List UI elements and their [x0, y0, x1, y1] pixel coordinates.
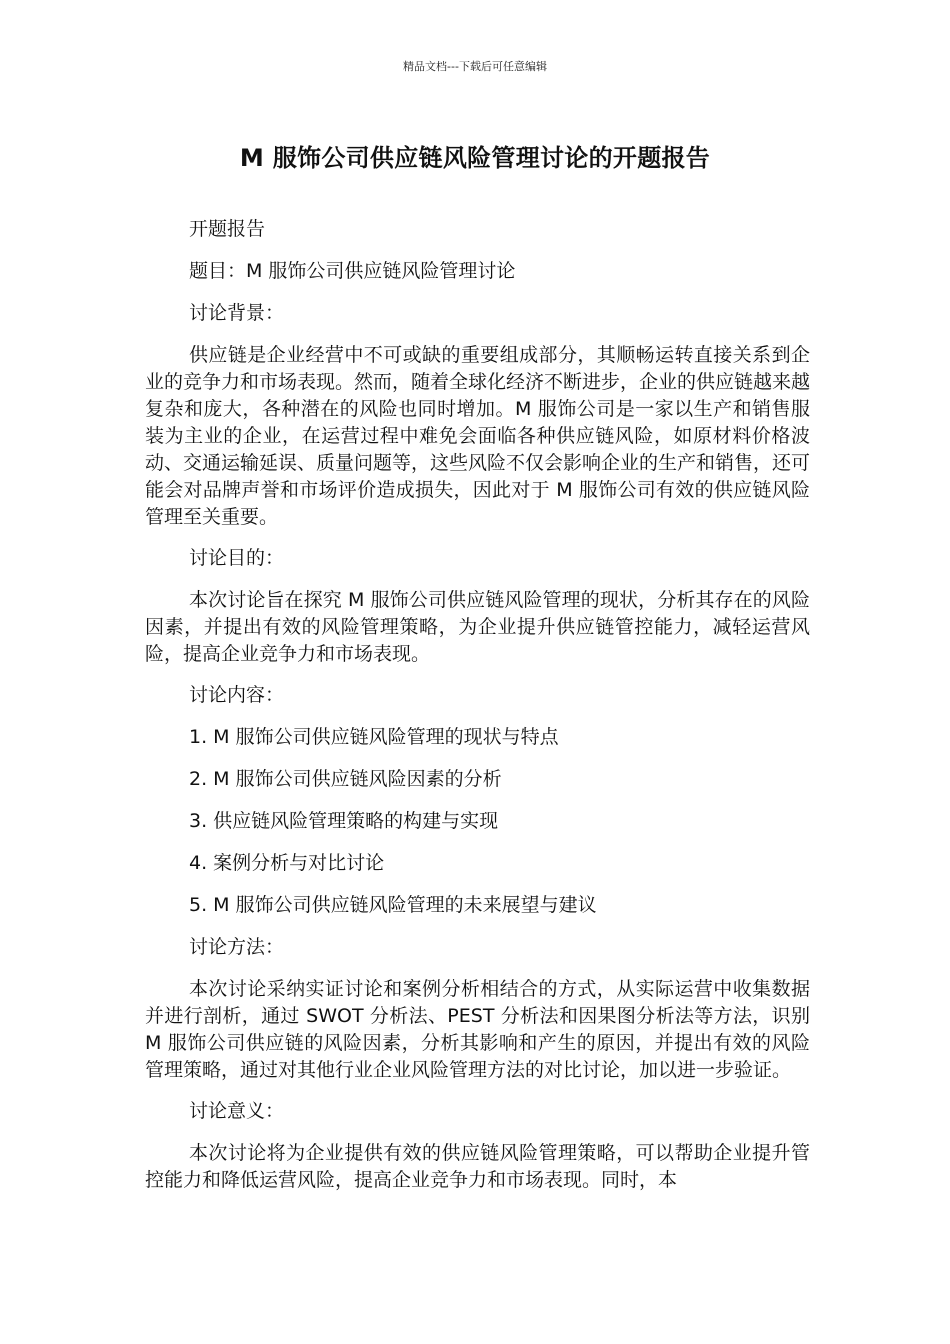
purpose-paragraph: 本次讨论旨在探究 M 服饰公司供应链风险管理的现状，分析其存在的风险因素，并提出有效的风险管理策略，为企业提升供应链管控能力，减轻运营风险，提高企业竞争力和市场表现。: [145, 589, 810, 665]
method-label: 讨论方法：: [189, 936, 285, 958]
method-paragraph: 本次讨论采纳实证讨论和案例分析相结合的方式，从实际运营中收集数据并进行剖析，通过 SWOT 分析法、PEST 分析法和因果图分析法等方法，识别 M 服饰公司供应链的风险因素，分析其影响和产生的原因，并提出有效的风险管理策略，通过对其他行业企业风险管理方法的对比讨论，加以进一步验证。: [145, 978, 810, 1081]
topic-line: 题目：M 服饰公司供应链风险管理讨论: [189, 260, 516, 282]
document-body: [145, 216, 810, 1208]
header-note: 精品文档---下载后可任意编辑: [403, 60, 547, 73]
heading-line: 开题报告: [189, 218, 266, 240]
content-item: 2. M 服饰公司供应链风险因素的分析: [189, 768, 502, 790]
content-item: 3. 供应链风险管理策略的构建与实现: [189, 810, 499, 832]
significance-label: 讨论意义：: [189, 1100, 285, 1122]
content-item: 4. 案例分析与对比讨论: [189, 852, 385, 874]
content-label: 讨论内容：: [189, 684, 285, 706]
content-item: 1. M 服饰公司供应链风险管理的现状与特点: [189, 726, 559, 748]
background-label: 讨论背景：: [189, 302, 285, 324]
content-item: 5. M 服饰公司供应链风险管理的未来展望与建议: [189, 894, 597, 916]
document-title: M 服饰公司供应链风险管理讨论的开题报告: [239, 144, 711, 172]
significance-paragraph: 本次讨论将为企业提供有效的供应链风险管理策略，可以帮助企业提升管控能力和降低运营风险，提高企业竞争力和市场表现。同时，本: [145, 1142, 810, 1191]
background-paragraph: 供应链是企业经营中不可或缺的重要组成部分，其顺畅运转直接关系到企业的竞争力和市场表现。然而，随着全球化经济不断进步，企业的供应链越来越复杂和庞大，各种潜在的风险也同时增加。M 服饰公司是一家以生产和销售服装为主业的企业，在运营过程中难免会面临各种供应链风险，如原材料价格波动、交通运输延误、质量问题等，这些风险不仅会影响企业的生产和销售，还可能会对品牌声誉和市场评价造成损失，因此对于 M 服饰公司有效的供应链风险管理至关重要。: [145, 344, 811, 528]
purpose-label: 讨论目的：: [189, 547, 285, 569]
